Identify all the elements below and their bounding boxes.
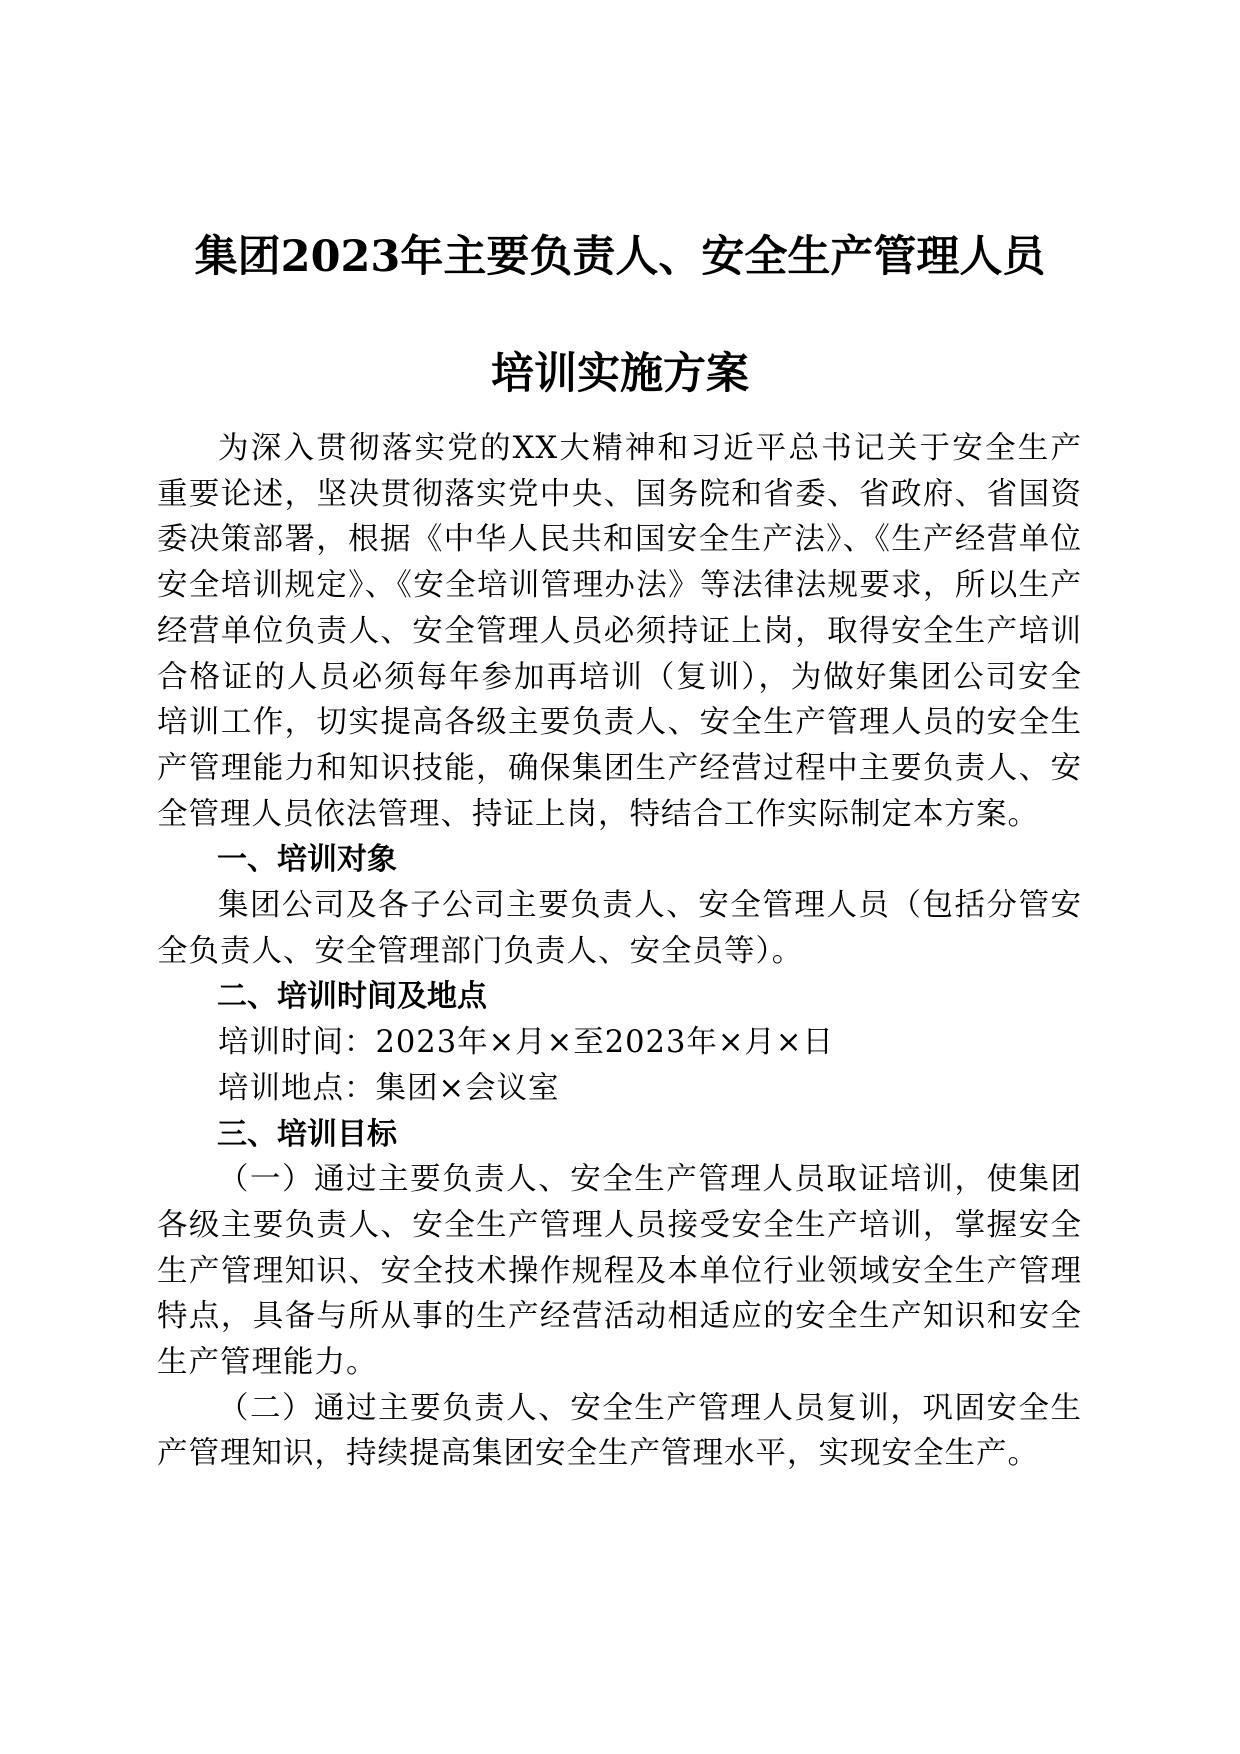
section-heading-training-targets: 一、培训对象	[217, 842, 397, 878]
training-place-line: 培训地点：集团×会议室	[218, 1070, 560, 1106]
document-body	[157, 426, 1082, 1477]
section-heading-training-goals: 三、培训目标	[217, 1116, 397, 1152]
intro-paragraph: 为深入贯彻落实党的XX大精神和习近平总书记关于安全生产重要论述，坚决贯彻落实党中央、国务院和省委、省政府、省国资委决策部署，根据《中华人民共和国安全生产法》、《生产经营单位安全培训规定》、《安全培训管理办法》等法律法规要求，所以生产经营单位负责人、安全管理人员必须持证上岗，取得安全生产培训合格证的人员必须每年参加再培训（复训），为做好集团公司安全培训工作，切实提高各级主要负责人、安全生产管理人员的安全生产管理能力和知识技能，确保集团生产经营过程中主要负责人、安全管理人员依法管理、持证上岗，特结合工作实际制定本方案。	[157, 431, 1082, 832]
document-title-line-1: 集团2023年主要负责人、安全生产管理人员	[194, 232, 1046, 282]
training-goal-1-paragraph: （一）通过主要负责人、安全生产管理人员取证培训，使集团各级主要负责人、安全生产管理人员接受安全生产培训，掌握安全生产管理知识、安全技术操作规程及本单位行业领域安全生产管理特点，具备与所从事的生产经营活动相适应的安全生产知识和安全生产管理能力。	[157, 1162, 1082, 1381]
training-goal-2-paragraph: （二）通过主要负责人、安全生产管理人员复训，巩固安全生产管理知识，持续提高集团安全生产管理水平，实现安全生产。	[157, 1390, 1082, 1472]
document-title-line-2: 培训实施方案	[491, 349, 749, 399]
section-heading-time-and-place: 二、培训时间及地点	[217, 979, 487, 1015]
training-time-line: 培训时间：2023年×月×至2023年×月×日	[218, 1025, 834, 1061]
training-targets-paragraph: 集团公司及各子公司主要负责人、安全管理人员（包括分管安全负责人、安全管理部门负责人、安全员等）。	[157, 888, 1082, 969]
